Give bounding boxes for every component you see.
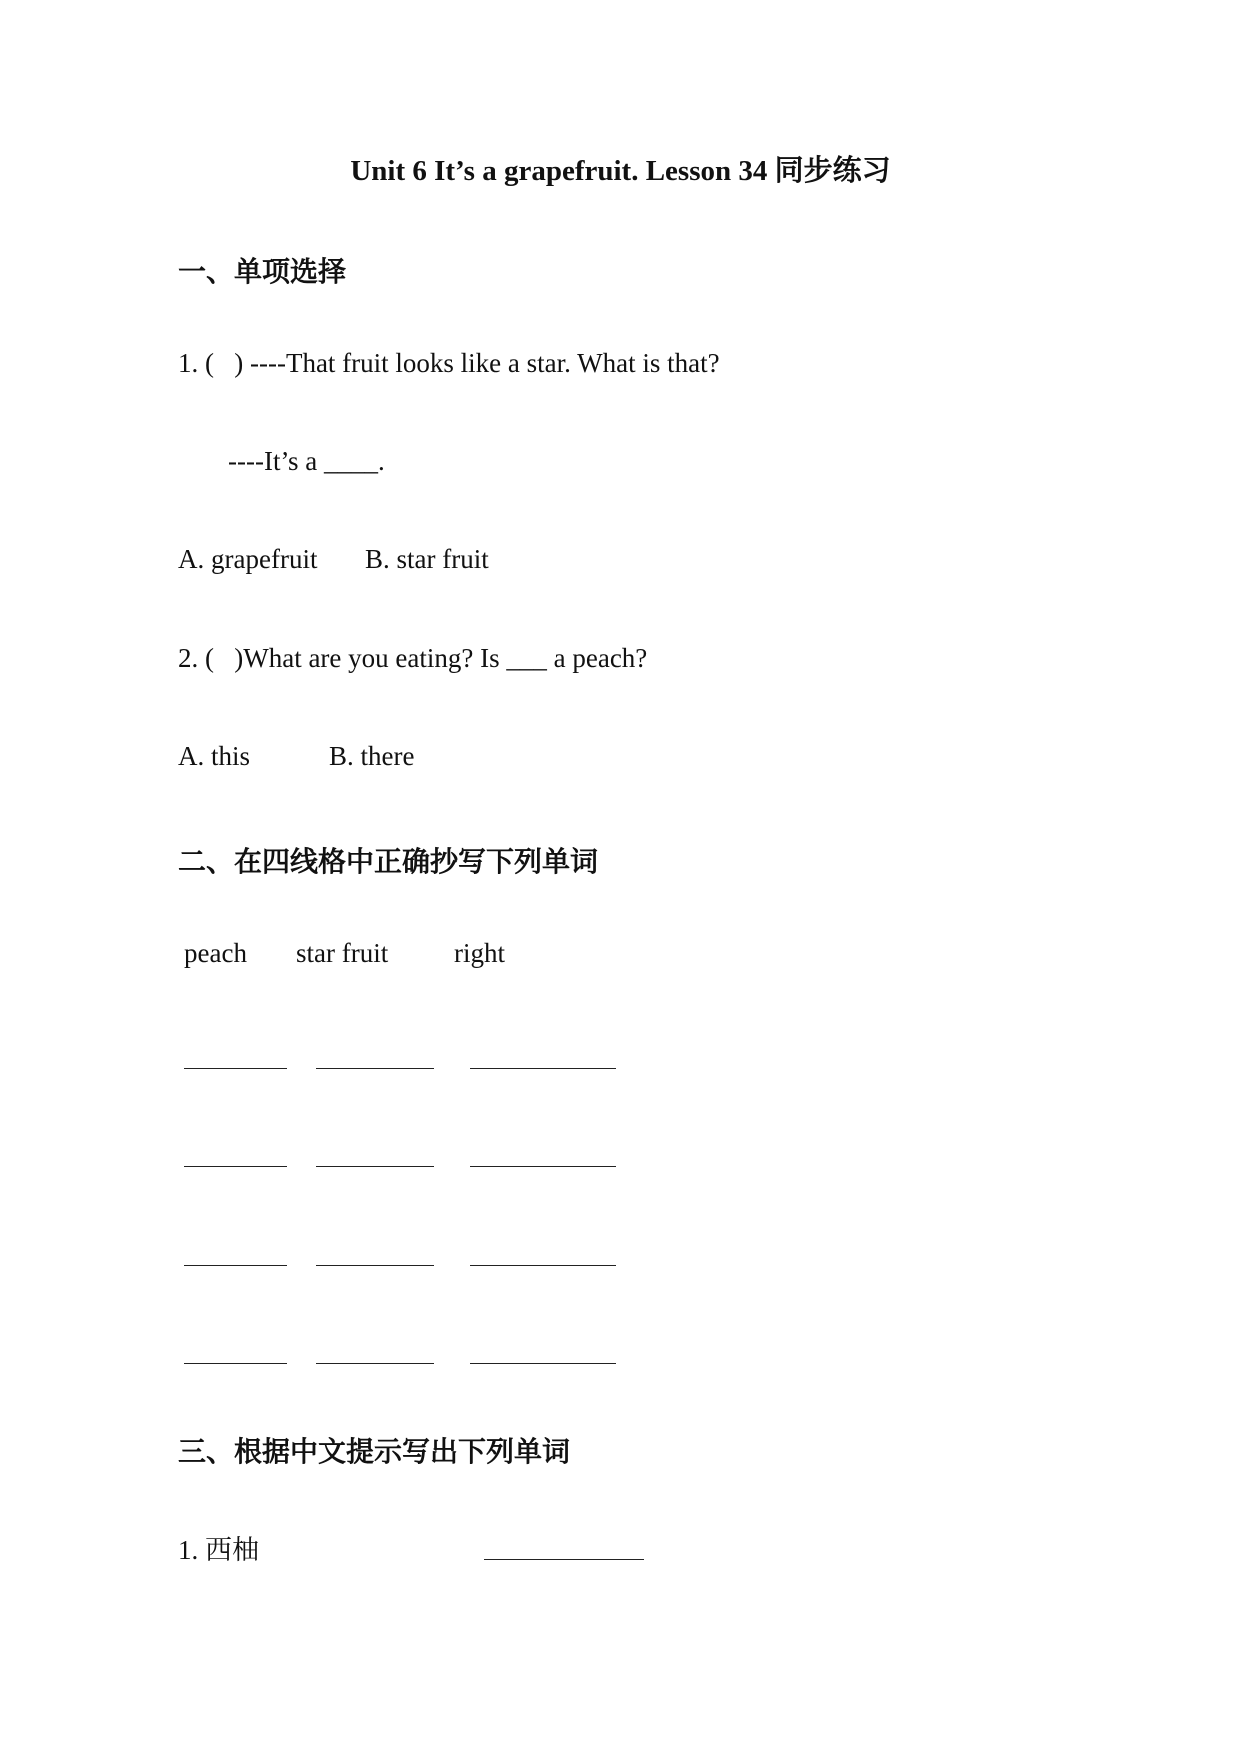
- question-2-option-b: B. there: [329, 741, 415, 771]
- writing-line[interactable]: [470, 1265, 616, 1266]
- copy-word-peach: peach: [184, 938, 247, 968]
- copy-word-star-fruit: star fruit: [296, 938, 389, 968]
- page-title: Unit 6 It’s a grapefruit. Lesson 34 同步练习: [350, 155, 891, 187]
- copy-word-right: right: [454, 938, 505, 968]
- writing-line[interactable]: [470, 1363, 616, 1364]
- writing-line[interactable]: [470, 1166, 616, 1167]
- writing-line[interactable]: [184, 1068, 287, 1069]
- writing-line[interactable]: [316, 1166, 434, 1167]
- question-1-sub: ----It’s a ____.: [228, 446, 385, 476]
- question-1-option-a: A. grapefruit: [178, 544, 318, 574]
- writing-line[interactable]: [316, 1068, 434, 1069]
- writing-line[interactable]: [470, 1068, 616, 1069]
- writing-line[interactable]: [184, 1363, 287, 1364]
- section-heading-choice: 一、单项选择: [178, 257, 347, 288]
- question-1-option-b: B. star fruit: [365, 544, 489, 574]
- question-2-stem: 2. ( )What are you eating? Is ___ a peach?: [178, 643, 648, 673]
- question-2-option-a: A. this: [178, 741, 251, 771]
- question-1-stem: 1. ( ) ----That fruit looks like a star. What is that?: [178, 348, 720, 378]
- answer-line[interactable]: [484, 1559, 644, 1560]
- writing-line[interactable]: [316, 1265, 434, 1266]
- writing-line[interactable]: [316, 1363, 434, 1364]
- section-heading-copy: 二、在四线格中正确抄写下列单词: [178, 847, 599, 878]
- section-heading-write: 三、根据中文提示写出下列单词: [178, 1437, 571, 1468]
- write-item-1-label: 1. 西柚: [178, 1535, 259, 1565]
- writing-line[interactable]: [184, 1265, 287, 1266]
- writing-line[interactable]: [184, 1166, 287, 1167]
